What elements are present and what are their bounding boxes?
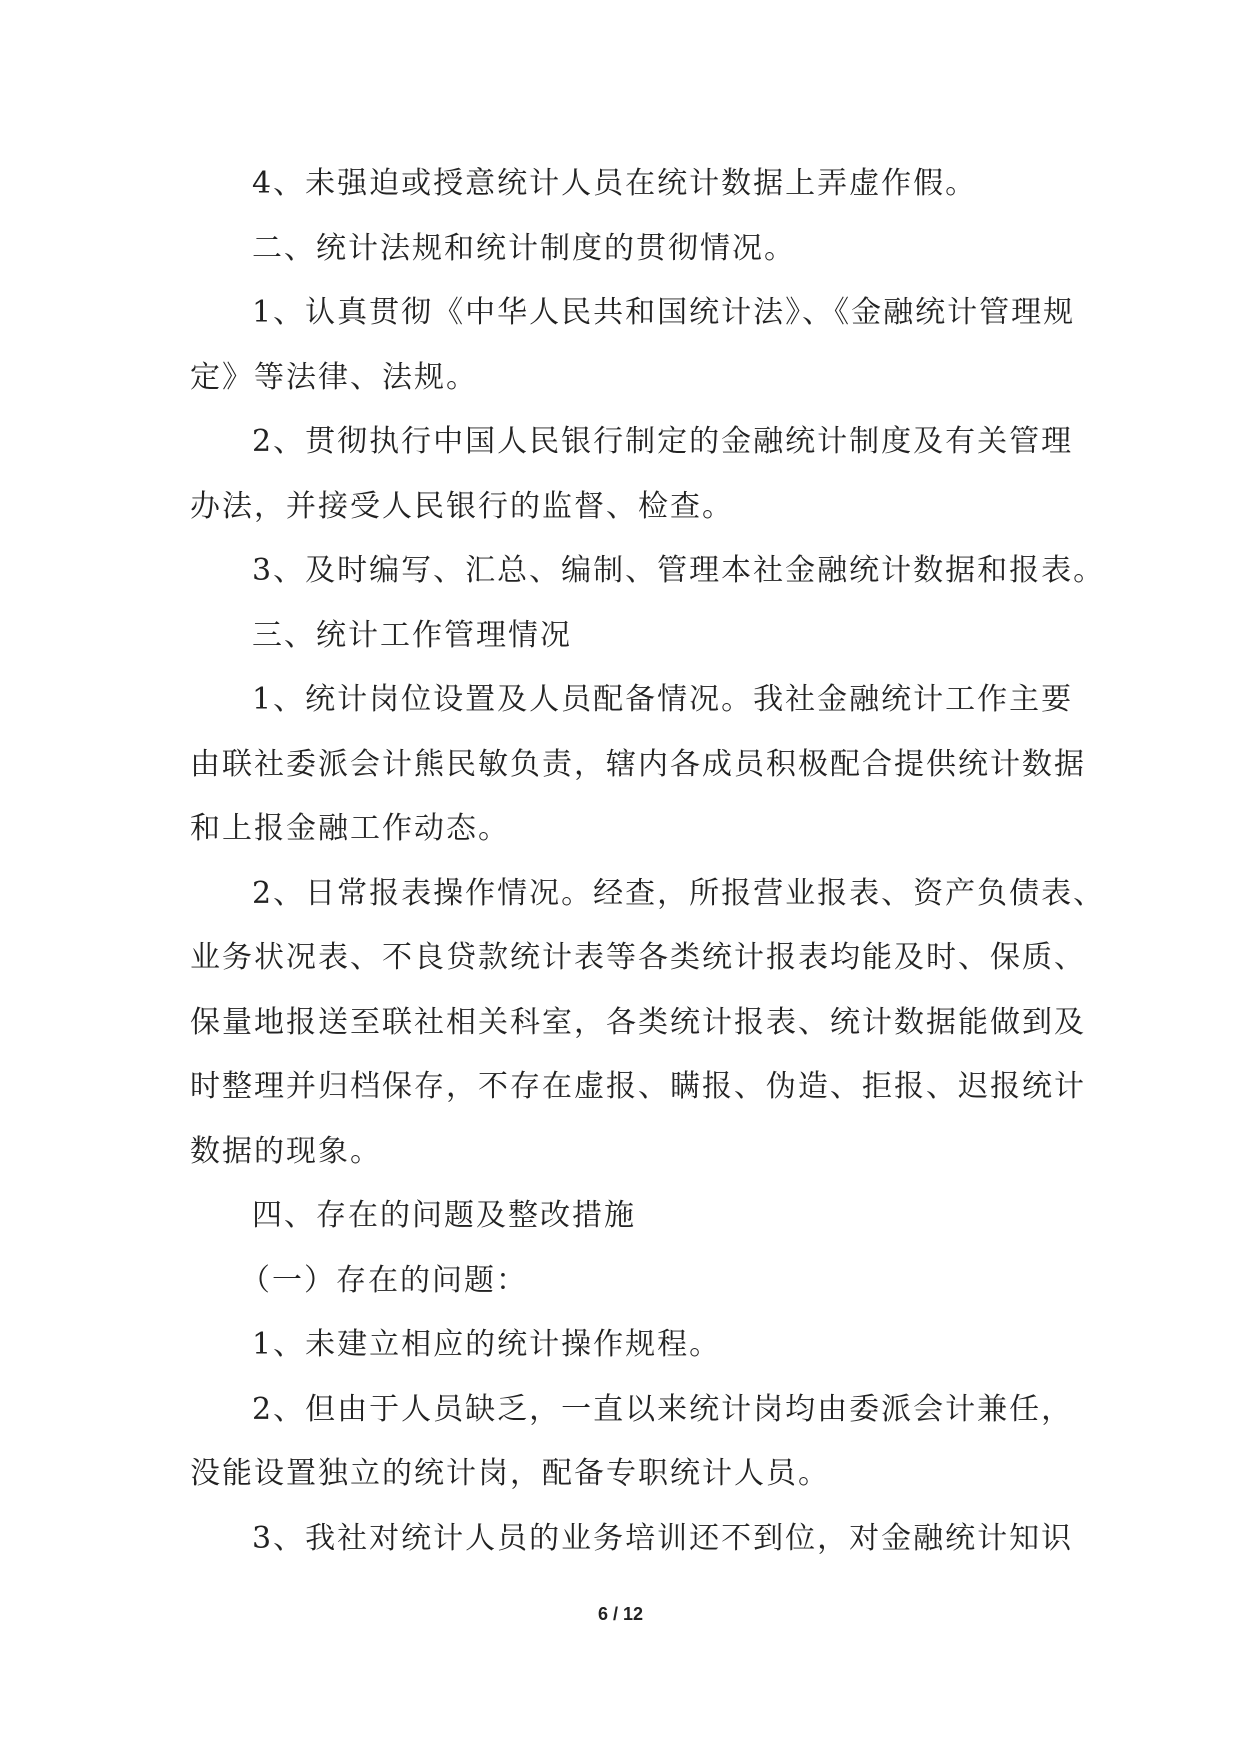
text-line: 数据的现象。 [190,1133,382,1169]
text-line: 没能设置独立的统计岗，配备专职统计人员。 [190,1456,830,1491]
section-heading: 三、统计工作管理情况 [252,617,572,653]
text-line: 定》等法律、法规。 [190,359,478,395]
text-line: 3、及时编写、汇总、编制、管理本社金融统计数据和报表。 [252,553,1106,588]
text-line: 办法，并接受人民银行的监督、检查。 [190,488,734,524]
text-line: 保量地报送至联社相关科室，各类统计报表、统计数据能做到及 [190,1004,1086,1040]
text-line: 4、未强迫或授意统计人员在统计数据上弄虚作假。 [252,166,978,201]
text-line: 1、统计岗位设置及人员配备情况。我社金融统计工作主要 [252,682,1074,717]
text-line: 2、日常报表操作情况。经查，所报营业报表、资产负债表、 [252,875,1106,911]
text-line: 1、认真贯彻《中华人民共和国统计法》、《金融统计管理规 [252,295,1076,330]
document-body [190,152,1106,1571]
text-line: 2、但由于人员缺乏，一直以来统计岗均由委派会计兼任， [252,1391,1074,1427]
text-line: 由联社委派会计熊民敏负责，辖内各成员积极配合提供统计数据 [190,746,1086,782]
text-line: 2、贯彻执行中国人民银行制定的金融统计制度及有关管理 [252,424,1074,459]
text-line: 和上报金融工作动态。 [190,811,510,846]
section-heading: 四、存在的问题及整改措施 [252,1198,636,1233]
section-heading: 二、统计法规和统计制度的贯彻情况。 [252,230,796,266]
text-line: 3、我社对统计人员的业务培训还不到位，对金融统计知识 [252,1520,1074,1556]
text-line: 业务状况表、不良贷款统计表等各类统计报表均能及时、保质、 [190,940,1086,975]
subsection-heading: （一）存在的问题： [240,1262,528,1298]
text-line: 时整理并归档保存，不存在虚报、瞒报、伪造、拒报、迟报统计 [190,1069,1086,1104]
text-line: 1、未建立相应的统计操作规程。 [252,1327,722,1362]
page-number: 6 / 12 [597,1604,644,1624]
